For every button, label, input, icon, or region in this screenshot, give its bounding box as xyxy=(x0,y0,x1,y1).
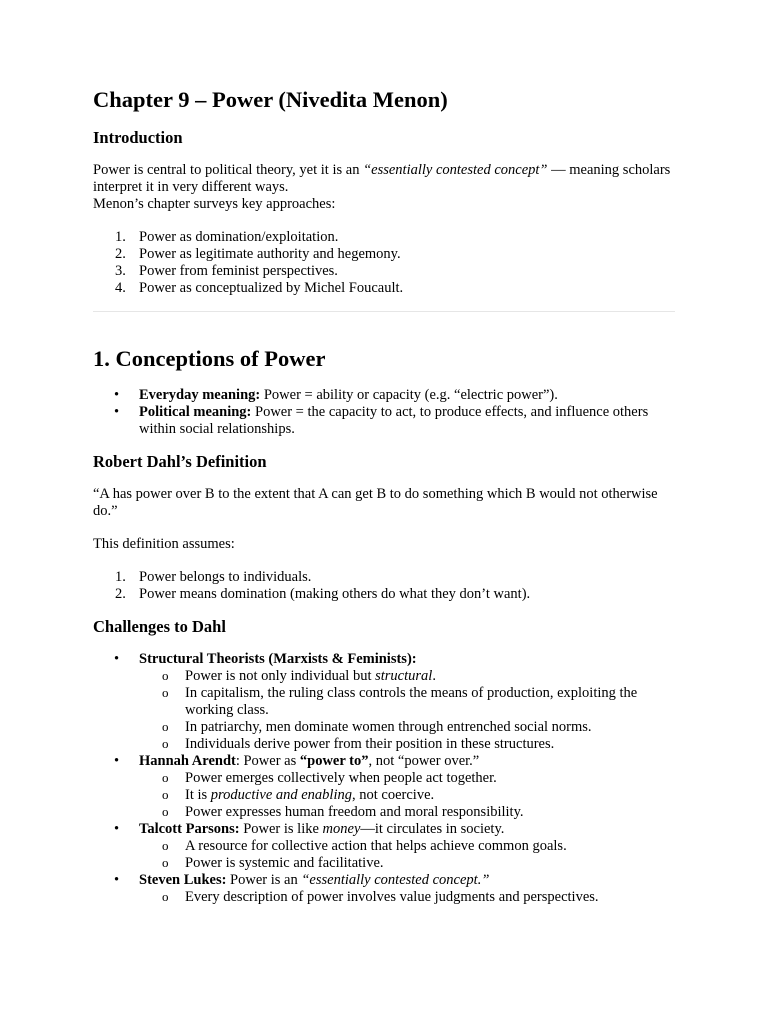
sub-list-item xyxy=(139,787,675,804)
challenges-heading: Challenges to Dahl xyxy=(93,617,226,636)
list-item xyxy=(93,586,675,603)
sub-bullet-marker: o xyxy=(162,804,169,819)
horizontal-rule xyxy=(93,311,675,312)
bullet-marker: • xyxy=(114,404,120,420)
dahl-assumes-text: This definition assumes: xyxy=(93,536,235,552)
list-item xyxy=(93,569,675,586)
list-number: 4. xyxy=(115,280,126,296)
list-item-text: Talcott Parsons: Power is like money—it circulates in society. xyxy=(139,821,505,837)
list-item xyxy=(93,651,675,753)
list-item-text: Everyday meaning: Power = ability or capacity (e.g. “electric power”). xyxy=(139,387,558,403)
list-item-text: Structural Theorists (Marxists & Feminists): xyxy=(139,651,417,667)
sub-list-item xyxy=(139,685,675,719)
bullet-marker: • xyxy=(114,753,120,769)
list-item-text: Power belongs to individuals. xyxy=(139,569,312,585)
sub-list xyxy=(139,838,675,872)
sub-list-item-text: In patriarchy, men dominate women through entrenched social norms. xyxy=(185,719,592,735)
sub-list-item xyxy=(139,855,675,872)
introduction-heading: Introduction xyxy=(93,128,183,147)
list-item-text: Power as domination/exploitation. xyxy=(139,229,339,245)
sub-list-item-text: Power emerges collectively when people act together. xyxy=(185,770,497,786)
sub-bullet-marker: o xyxy=(162,685,169,700)
list-item-text: Hannah Arendt: Power as “power to”, not “power over.” xyxy=(139,753,480,769)
sub-list xyxy=(139,889,675,906)
sub-list xyxy=(139,770,675,821)
bullet-marker: • xyxy=(114,387,120,403)
list-number: 3. xyxy=(115,263,126,279)
conceptions-list xyxy=(93,387,675,438)
list-item xyxy=(93,246,675,263)
dahl-heading: Robert Dahl’s Definition xyxy=(93,452,267,471)
list-item xyxy=(93,821,675,872)
page-title: Chapter 9 – Power (Nivedita Menon) xyxy=(93,87,448,112)
intro-paragraph: Power is central to political theory, yet it is an “essentially contested concept” — meaning scholars interpret it in very different ways. xyxy=(93,162,671,195)
bullet-marker: • xyxy=(114,821,120,837)
sub-bullet-marker: o xyxy=(162,855,169,870)
sub-list-item xyxy=(139,804,675,821)
sub-list-item xyxy=(139,736,675,753)
sub-list-item-text: Every description of power involves value judgments and perspectives. xyxy=(185,889,599,905)
list-item-text: Power as conceptualized by Michel Foucault. xyxy=(139,280,404,296)
sub-bullet-marker: o xyxy=(162,770,169,785)
section-heading-conceptions: 1. Conceptions of Power xyxy=(93,346,326,371)
bullet-marker: • xyxy=(114,651,120,667)
list-item xyxy=(93,872,675,906)
list-number: 2. xyxy=(115,246,126,262)
challenges-list xyxy=(93,651,675,906)
sub-list-item-text: Power is not only individual but structural. xyxy=(185,668,436,684)
sub-list-item-text: Power expresses human freedom and moral responsibility. xyxy=(185,804,524,820)
list-number: 1. xyxy=(115,229,126,245)
list-number: 2. xyxy=(115,586,126,602)
list-item xyxy=(93,404,675,438)
list-item-text: Steven Lukes: Power is an “essentially contested concept.” xyxy=(139,872,490,888)
sub-list-item-text: Power is systemic and facilitative. xyxy=(185,855,384,871)
dahl-quote: “A has power over B to the extent that A can get B to do something which B would not otherwise do.” xyxy=(93,486,658,519)
sub-bullet-marker: o xyxy=(162,719,169,734)
list-item xyxy=(93,263,675,280)
sub-list-item-text: It is productive and enabling, not coercive. xyxy=(185,787,435,803)
list-item-text: Power means domination (making others do what they don’t want). xyxy=(139,586,531,602)
sub-list-item xyxy=(139,770,675,787)
list-item-text: Power from feminist perspectives. xyxy=(139,263,338,279)
intro-survey-text: Menon’s chapter surveys key approaches: xyxy=(93,196,336,212)
list-item xyxy=(93,753,675,821)
sub-list-item-text: Individuals derive power from their position in these structures. xyxy=(185,736,555,752)
sub-list-item xyxy=(139,668,675,685)
list-number: 1. xyxy=(115,569,126,585)
sub-bullet-marker: o xyxy=(162,668,169,683)
list-item xyxy=(93,229,675,246)
list-item xyxy=(93,387,675,404)
sub-bullet-marker: o xyxy=(162,889,169,904)
sub-bullet-marker: o xyxy=(162,736,169,751)
sub-list xyxy=(139,668,675,753)
list-item-text: Power as legitimate authority and hegemony. xyxy=(139,246,401,262)
bullet-marker: • xyxy=(114,872,120,888)
list-item xyxy=(93,280,675,297)
sub-list-item xyxy=(139,889,675,906)
sub-bullet-marker: o xyxy=(162,838,169,853)
sub-bullet-marker: o xyxy=(162,787,169,802)
assumptions-list xyxy=(93,569,675,603)
sub-list-item-text: A resource for collective action that helps achieve common goals. xyxy=(185,838,567,854)
document-body xyxy=(93,86,675,920)
approaches-list xyxy=(93,229,675,297)
sub-list-item-text: In capitalism, the ruling class controls the means of production, exploiting the working class. xyxy=(185,685,638,718)
sub-list-item xyxy=(139,719,675,736)
sub-list-item xyxy=(139,838,675,855)
list-item-text: Political meaning: Power = the capacity to act, to produce effects, and influence others within social relationships. xyxy=(139,404,649,437)
